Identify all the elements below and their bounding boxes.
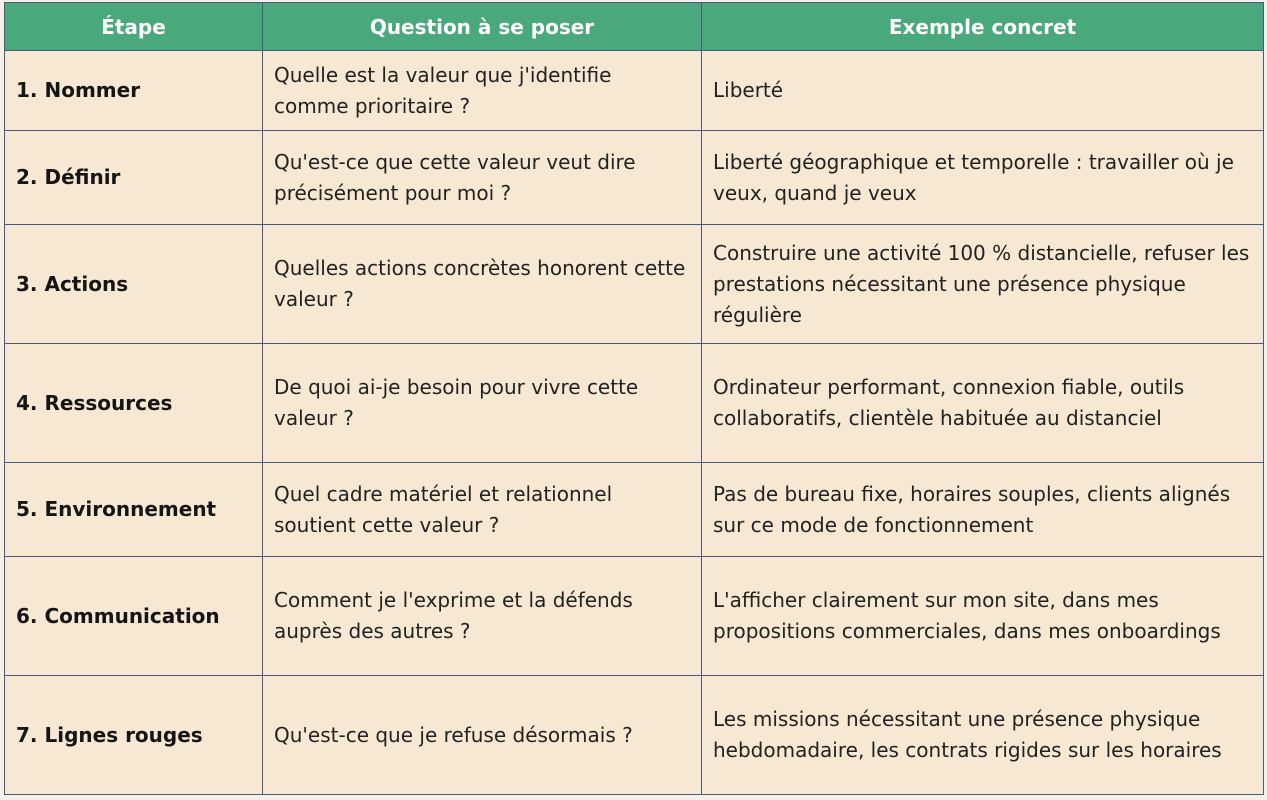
header-example: Exemple concret	[702, 3, 1264, 51]
question-cell: Quel cadre matériel et relationnel soutient cette valeur ?	[263, 463, 702, 557]
table-row	[5, 225, 1264, 344]
values-table	[4, 2, 1264, 795]
example-cell: Construire une activité 100 % distancielle, refuser les prestations nécessitant une présence physique régulière	[702, 225, 1264, 344]
example-cell: L'afficher clairement sur mon site, dans mes propositions commerciales, dans mes onboardings	[702, 557, 1264, 676]
example-cell: Liberté	[702, 51, 1264, 131]
step-cell: 5. Environnement	[5, 463, 263, 557]
example-cell: Les missions nécessitant une présence physique hebdomadaire, les contrats rigides sur les horaires	[702, 676, 1264, 795]
step-cell: 1. Nommer	[5, 51, 263, 131]
question-cell: Qu'est-ce que je refuse désormais ?	[263, 676, 702, 795]
step-cell: 3. Actions	[5, 225, 263, 344]
header-question: Question à se poser	[263, 3, 702, 51]
question-cell: Comment je l'exprime et la défends auprès des autres ?	[263, 557, 702, 676]
table-header-row	[5, 3, 1264, 51]
question-cell: Quelles actions concrètes honorent cette valeur ?	[263, 225, 702, 344]
table-row	[5, 676, 1264, 795]
step-cell: 7. Lignes rouges	[5, 676, 263, 795]
values-table-container	[4, 2, 1264, 795]
table-row	[5, 131, 1264, 225]
table-row	[5, 344, 1264, 463]
question-cell: De quoi ai-je besoin pour vivre cette valeur ?	[263, 344, 702, 463]
table-row	[5, 557, 1264, 676]
question-cell: Quelle est la valeur que j'identifie comme prioritaire ?	[263, 51, 702, 131]
table-row	[5, 51, 1264, 131]
header-step: Étape	[5, 3, 263, 51]
example-cell: Ordinateur performant, connexion fiable, outils collaboratifs, clientèle habituée au distanciel	[702, 344, 1264, 463]
step-cell: 6. Communication	[5, 557, 263, 676]
step-cell: 4. Ressources	[5, 344, 263, 463]
example-cell: Liberté géographique et temporelle : travailler où je veux, quand je veux	[702, 131, 1264, 225]
question-cell: Qu'est-ce que cette valeur veut dire précisément pour moi ?	[263, 131, 702, 225]
table-row	[5, 463, 1264, 557]
step-cell: 2. Définir	[5, 131, 263, 225]
example-cell: Pas de bureau fixe, horaires souples, clients alignés sur ce mode de fonctionnement	[702, 463, 1264, 557]
